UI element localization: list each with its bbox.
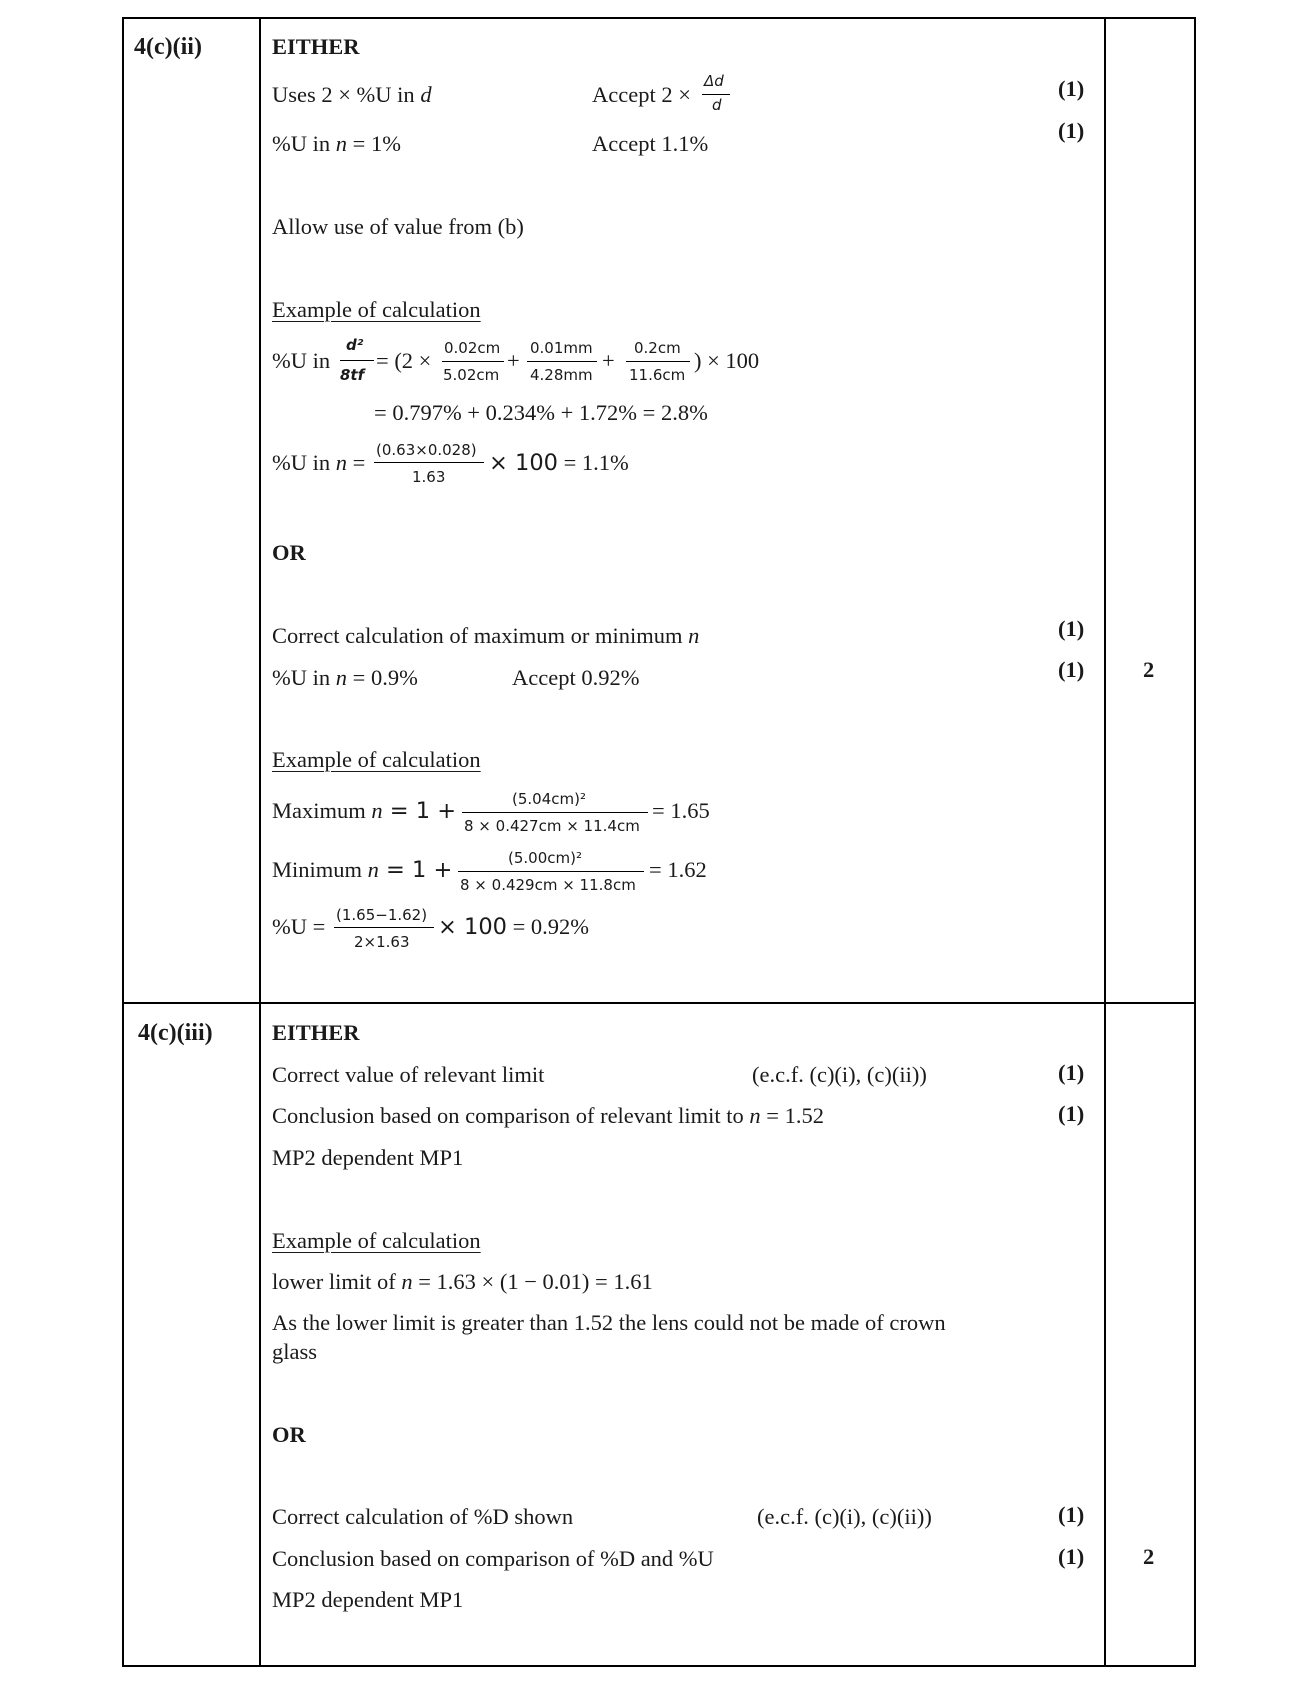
question-number: 4(c)(ii) xyxy=(134,34,202,60)
dependency-note-2: MP2 dependent MP1 xyxy=(272,1587,464,1612)
calc2-num: (0.63×0.028) xyxy=(376,441,477,459)
calc1-frac-num: d² xyxy=(346,336,364,354)
max-den: 8 × 0.427cm × 11.4cm xyxy=(464,817,640,835)
table-border-bottom xyxy=(122,1665,1196,1667)
or-label: OR xyxy=(272,1422,306,1447)
calc1-post: ) × 100 xyxy=(694,348,760,373)
calc1-term3-bar xyxy=(626,361,690,362)
total-marks: 2 xyxy=(1143,1544,1155,1569)
calc1-frac-den: 8tf xyxy=(340,366,365,384)
calc1-result: = 0.797% + 0.234% + 1.72% = 2.8% xyxy=(374,400,708,425)
min-bar xyxy=(458,871,644,872)
calc1-term1-num: 0.02cm xyxy=(444,339,501,357)
alt-mark-point-2: %U in n = 0.9% xyxy=(272,665,418,690)
alt-mp2-accept: Accept 0.92% xyxy=(512,665,640,690)
conclusion-line-2: glass xyxy=(272,1339,317,1364)
alt-mp1-ecf: (e.c.f. (c)(i), (c)(ii)) xyxy=(757,1504,932,1529)
calc1-term2-num: 0.01mm xyxy=(530,339,593,357)
alt-mark-2: (1) xyxy=(1058,657,1085,682)
calc1-plus1: + xyxy=(507,348,520,373)
calc2-bar xyxy=(374,462,484,463)
table-border-right xyxy=(1194,17,1196,1667)
pu-bar xyxy=(334,927,434,928)
mark-point-2: %U in n = 1% xyxy=(272,131,401,156)
calc1-term2-den: 4.28mm xyxy=(530,366,593,384)
alt-mark-2: (1) xyxy=(1058,1544,1085,1569)
min-den: 8 × 0.429cm × 11.8cm xyxy=(460,876,636,894)
column-divider-marks xyxy=(1104,17,1106,1667)
mp2-accept: Accept 1.1% xyxy=(592,131,709,156)
calc1-frac-bar xyxy=(340,360,374,361)
max-num: (5.04cm)² xyxy=(512,790,586,808)
alt-mark-1: (1) xyxy=(1058,616,1085,641)
either-label: EITHER xyxy=(272,1020,360,1045)
max-result: = 1.65 xyxy=(652,798,710,823)
calc1-term3-den: 11.6cm xyxy=(629,366,686,384)
mp1-ecf: (e.c.f. (c)(i), (c)(ii)) xyxy=(752,1062,927,1087)
mark-2: (1) xyxy=(1058,118,1085,143)
example-heading-2: Example of calculation xyxy=(272,747,481,772)
mp1-accept: Accept 2 × xyxy=(592,82,691,107)
total-marks: 2 xyxy=(1143,657,1155,682)
either-label: EITHER xyxy=(272,34,360,59)
example-heading: Example of calculation xyxy=(272,1228,481,1253)
accept-frac-bar xyxy=(702,94,730,95)
lower-limit-calc: lower limit of n = 1.63 × (1 − 0.01) = 1.61 xyxy=(272,1269,653,1294)
pu-num: (1.65−1.62) xyxy=(336,906,428,924)
calc2-den: 1.63 xyxy=(412,468,446,486)
allow-note: Allow use of value from (b) xyxy=(272,214,524,239)
alt-mark-1: (1) xyxy=(1058,1502,1085,1527)
calc2-pre: %U in n = xyxy=(272,450,366,475)
max-n-pre: Maximum n = 1 + xyxy=(272,798,457,824)
column-divider-question xyxy=(259,17,261,1667)
calc1-eq: = (2 × xyxy=(376,348,432,373)
table-border-top xyxy=(122,17,1196,19)
min-result: = 1.62 xyxy=(649,857,707,882)
min-num: (5.00cm)² xyxy=(508,849,582,867)
example-heading: Example of calculation xyxy=(272,297,481,322)
mark-2: (1) xyxy=(1058,1101,1085,1126)
mark-1: (1) xyxy=(1058,76,1085,101)
calc1-term1-bar xyxy=(442,361,504,362)
alt-mark-point-1: Correct calculation of maximum or minimum n xyxy=(272,623,700,648)
pu-den: 2×1.63 xyxy=(354,933,410,951)
conclusion-line-1: As the lower limit is greater than 1.52 the lens could not be made of crown xyxy=(272,1310,946,1335)
mark-1: (1) xyxy=(1058,1060,1085,1085)
calc1-plus2: + xyxy=(602,348,615,373)
calc2-post: × 100 = 1.1% xyxy=(489,450,629,476)
alt-mark-point-1: Correct calculation of %D shown xyxy=(272,1504,574,1529)
calc1-term1-den: 5.02cm xyxy=(443,366,500,384)
pu-result: × 100 = 0.92% xyxy=(438,914,590,940)
max-bar xyxy=(462,812,648,813)
row-divider xyxy=(122,1002,1196,1004)
pu-pre: %U = xyxy=(272,914,326,939)
mark-point-2: Conclusion based on comparison of relevant limit to n = 1.52 xyxy=(272,1103,824,1128)
dependency-note: MP2 dependent MP1 xyxy=(272,1145,464,1170)
accept-frac-den: d xyxy=(712,96,722,114)
alt-mark-point-2: Conclusion based on comparison of %D and %U xyxy=(272,1546,714,1571)
mark-point-1: Correct value of relevant limit xyxy=(272,1062,545,1087)
calc1-term2-bar xyxy=(527,361,597,362)
table-border-left xyxy=(122,17,124,1667)
mark-point-1: Uses 2 × %U in d xyxy=(272,82,432,107)
min-n-pre: Minimum n = 1 + xyxy=(272,857,453,883)
question-number: 4(c)(iii) xyxy=(138,1020,213,1046)
accept-frac-num: Δd xyxy=(704,72,724,90)
or-label: OR xyxy=(272,540,306,565)
calc1-term3-num: 0.2cm xyxy=(634,339,681,357)
calc1-pre: %U in xyxy=(272,348,331,373)
